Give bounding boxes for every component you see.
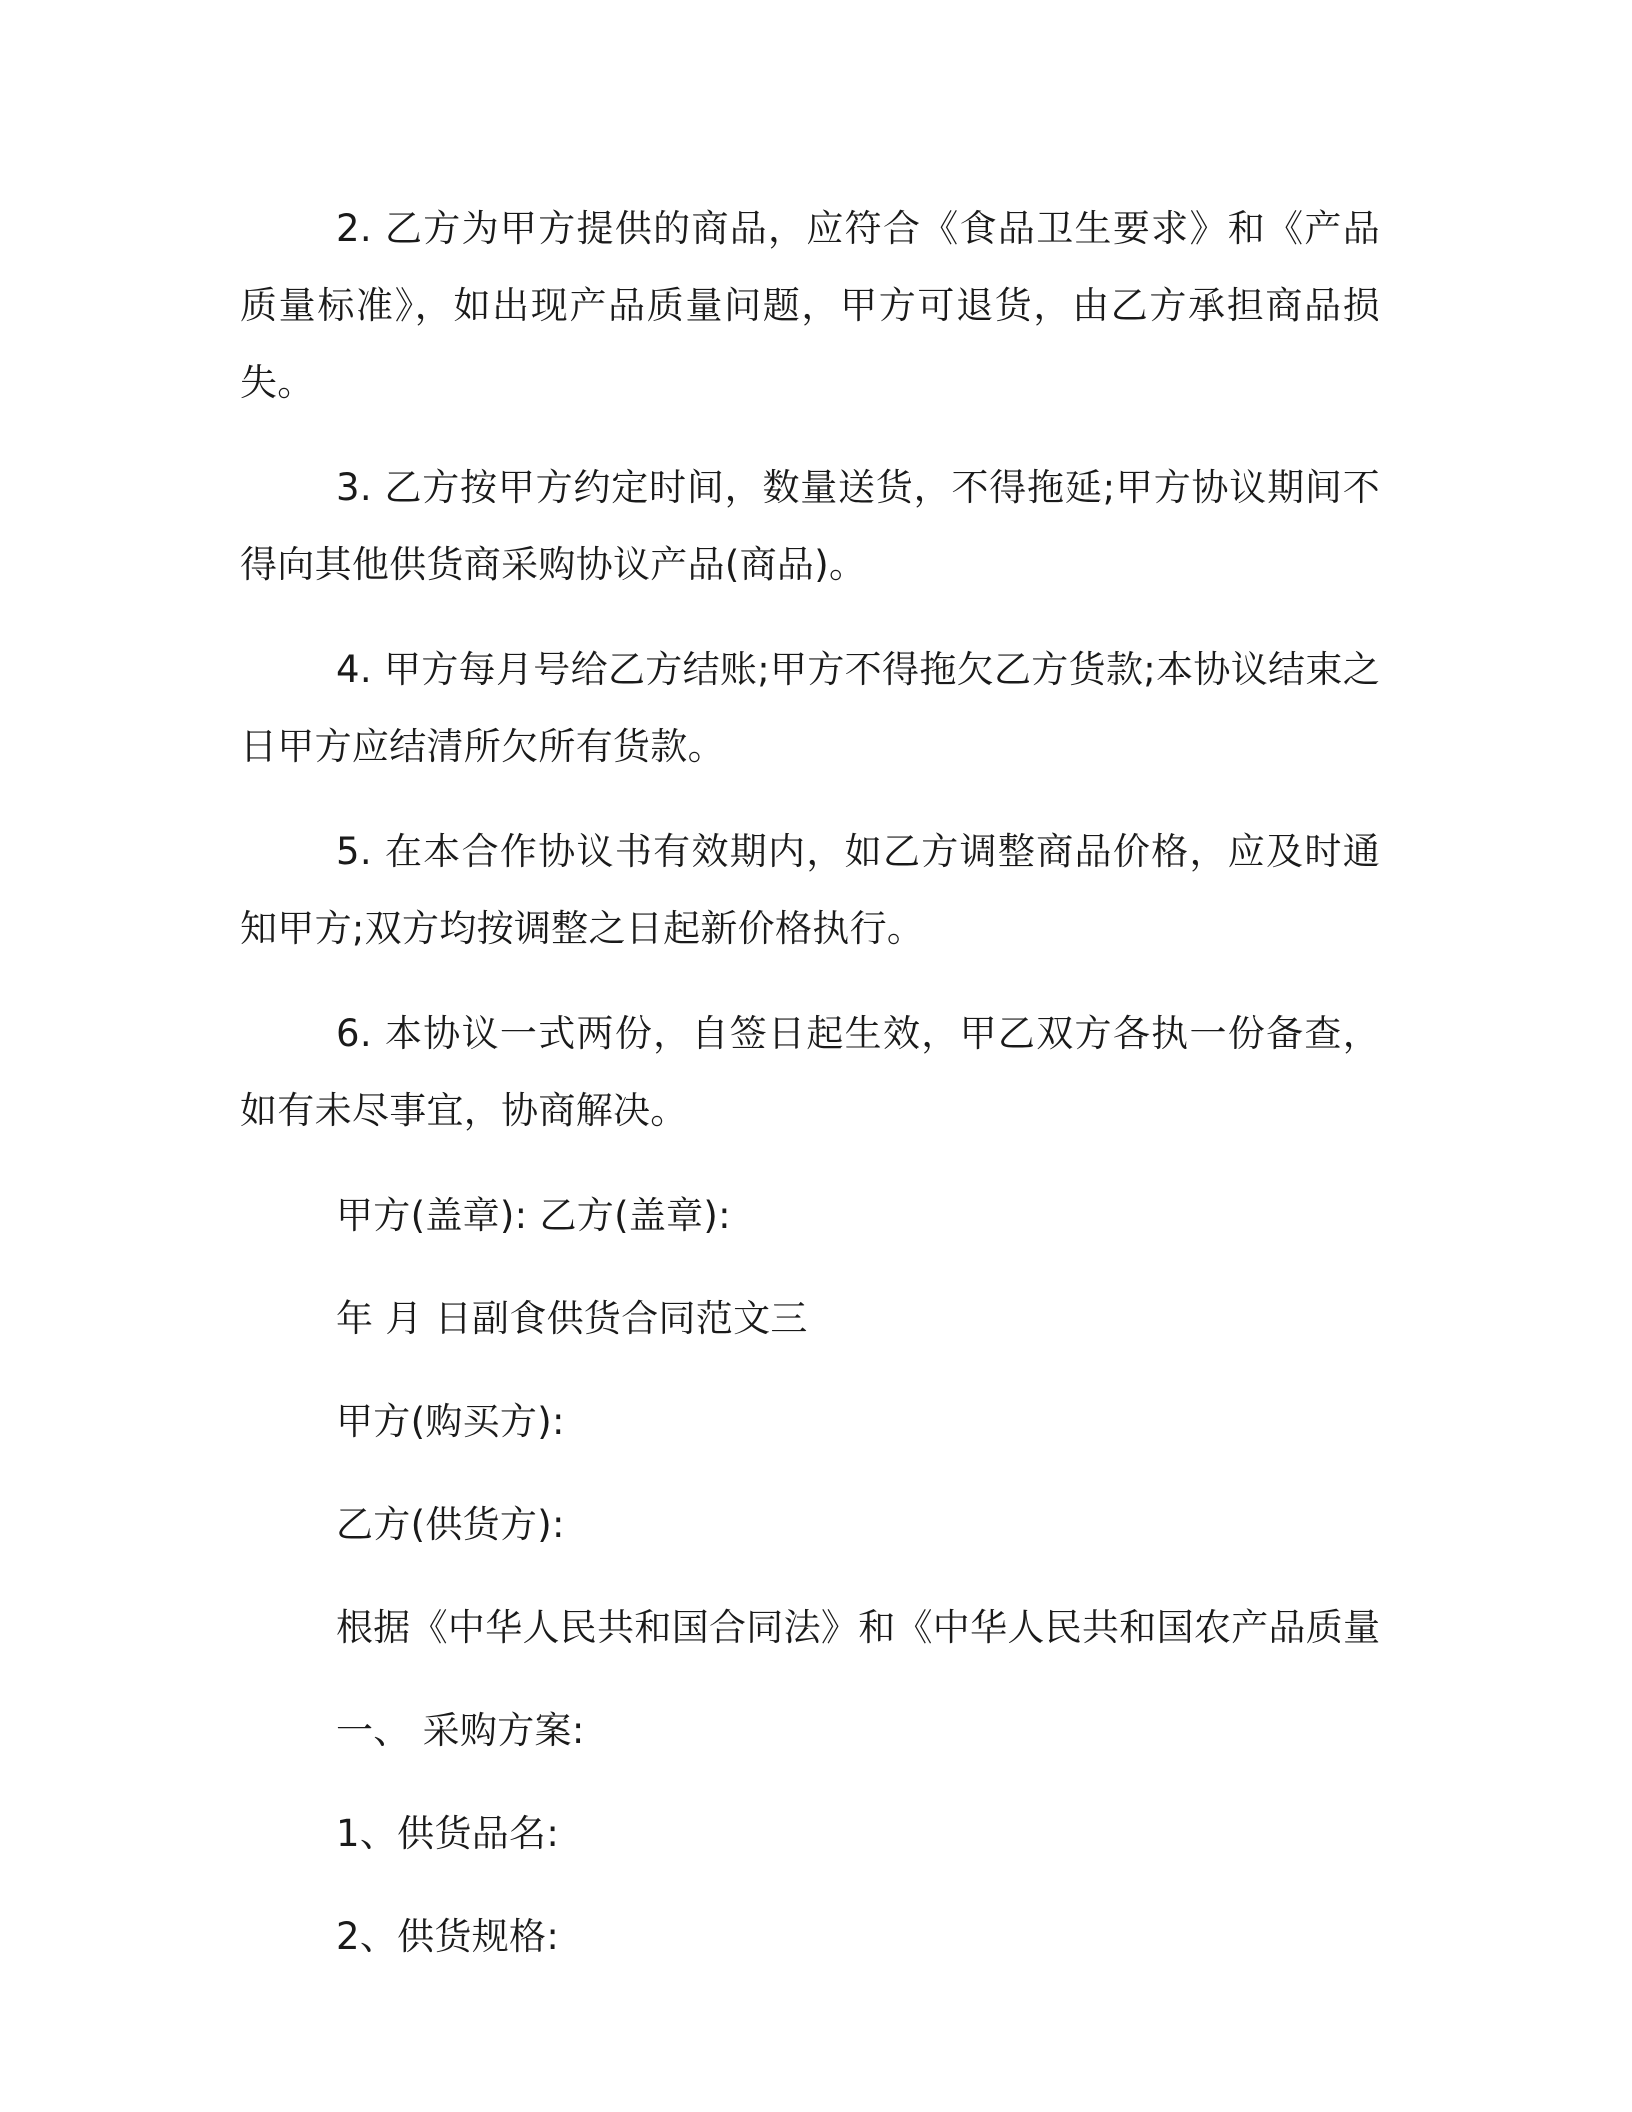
clause-5: 5. 在本合作协议书有效期内，如乙方调整商品价格，应及时通知甲方;双方均按调整之日起新价格执行。	[240, 830, 1380, 950]
signature-line: 甲方(盖章): 乙方(盖章):	[336, 1194, 731, 1237]
clause-6: 6. 本协议一式两份，自签日起生效，甲乙双方各执一份备查，如有未尽事宜，协商解决。	[240, 1012, 1380, 1132]
clause-4: 4. 甲方每月号给乙方结账;甲方不得拖欠乙方货款;本协议结束之日甲方应结清所欠所有货款。	[240, 648, 1380, 768]
document-page	[240, 190, 1380, 2001]
legal-basis-line: 根据《中华人民共和国合同法》和《中华人民共和国农产品质量	[336, 1606, 1381, 1649]
party-b-supplier: 乙方(供货方):	[336, 1503, 565, 1546]
item-product-name: 1、供货品名:	[336, 1812, 560, 1855]
clause-2: 2. 乙方为甲方提供的商品，应符合《食品卫生要求》和《产品质量标准》，如出现产品质量问题，甲方可退货，由乙方承担商品损失。	[240, 207, 1380, 404]
date-and-title-line: 年 月 日副食供货合同范文三	[336, 1297, 808, 1340]
clause-3: 3. 乙方按甲方约定时间，数量送货，不得拖延;甲方协议期间不得向其他供货商采购协议产品(商品)。	[240, 466, 1380, 586]
item-product-spec: 2、供货规格:	[336, 1915, 560, 1958]
section-heading-purchase-plan: 一、 采购方案:	[336, 1709, 585, 1752]
party-a-buyer: 甲方(购买方):	[336, 1400, 565, 1443]
